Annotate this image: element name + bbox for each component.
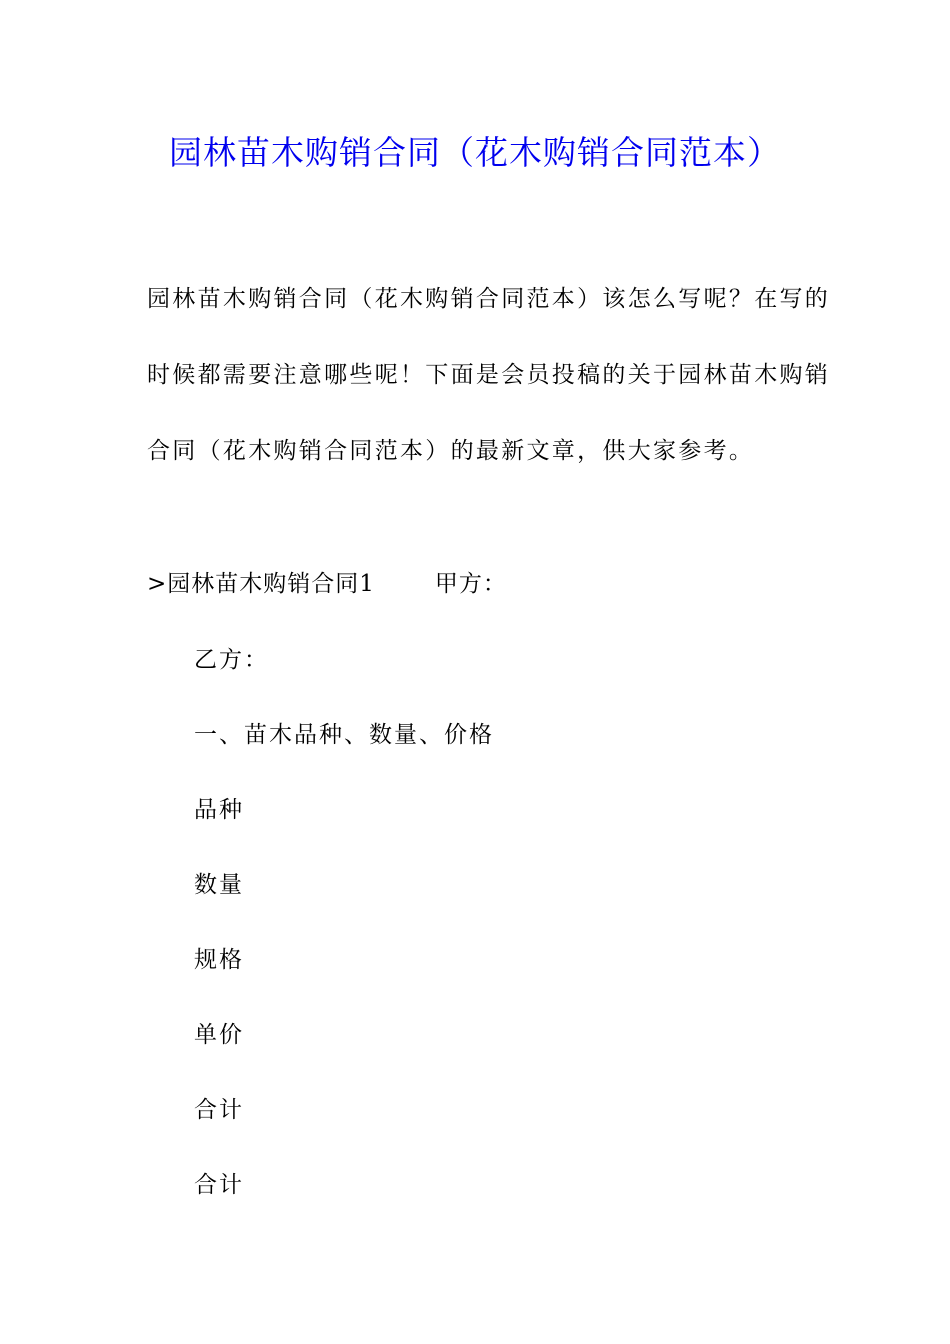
intro-line: 合同（花木购销合同范本）的最新文章，供大家参考。 [147,438,755,464]
intro-line: 园林苗木购销合同（花木购销合同范本）该怎么写呢？在写的 [147,286,831,312]
field-quantity: 数量 [194,872,244,898]
field-subtotal: 合计 [194,1097,244,1123]
field-total: 合计 [194,1172,244,1198]
party-b-label: 乙方： [194,647,269,673]
field-spec: 规格 [194,947,244,973]
field-unit-price: 单价 [194,1022,244,1048]
party-a-label: 甲方： [434,571,507,597]
contract-heading: >园林苗木购销合同1 [147,571,375,597]
document-title: 园林苗木购销合同（花木购销合同范本） [169,133,781,172]
contract-heading-row [147,564,507,604]
field-variety: 品种 [194,797,244,823]
intro-line: 时候都需要注意哪些呢！下面是会员投稿的关于园林苗木购销 [147,362,831,388]
intro-paragraph [147,261,831,489]
contract-body [194,640,494,1240]
clause-heading: 一、苗木品种、数量、价格 [194,722,494,748]
